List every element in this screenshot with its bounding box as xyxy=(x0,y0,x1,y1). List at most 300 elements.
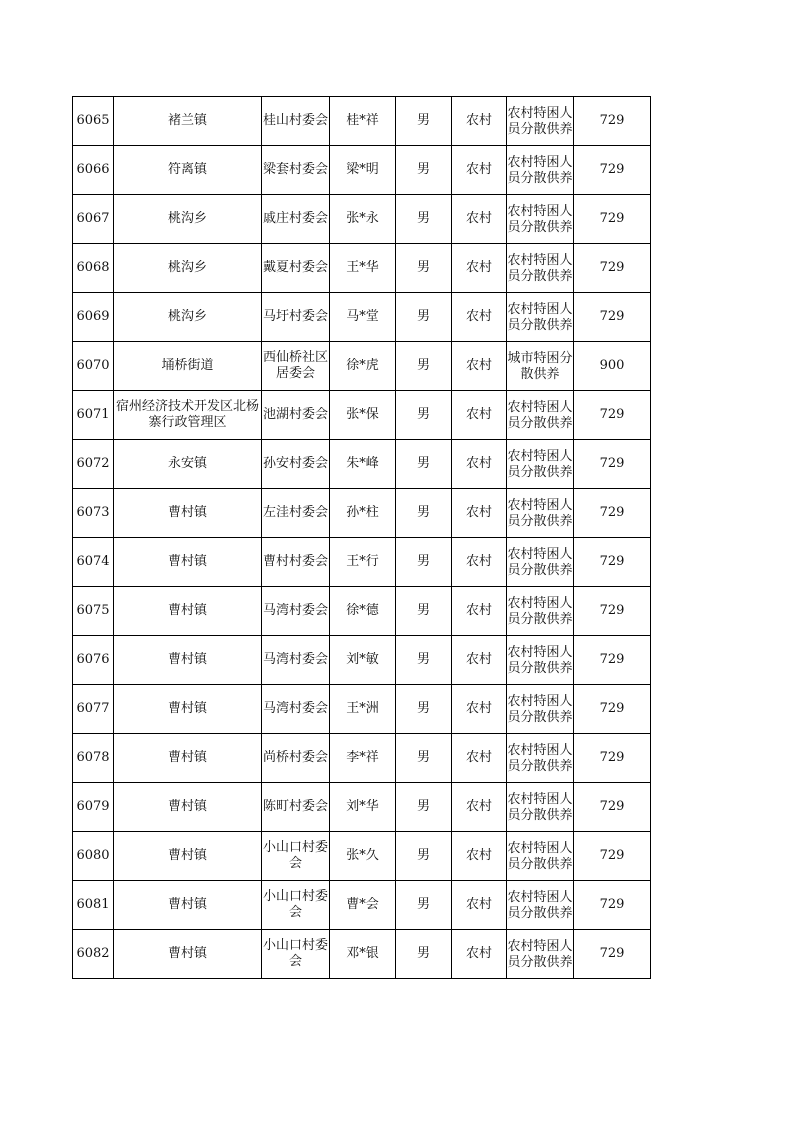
table-row xyxy=(73,685,651,734)
record-id-cell-text: 6065 xyxy=(76,113,110,128)
gender-cell-text: 男 xyxy=(416,162,430,177)
name-cell-text: 桂*祥 xyxy=(346,113,379,128)
table-row xyxy=(73,832,651,881)
table-row xyxy=(73,930,651,979)
district-cell-text: 桃沟乡 xyxy=(167,211,207,226)
area-cell-text: 农村 xyxy=(465,358,492,373)
village-committee-cell-text: 马湾村委会 xyxy=(262,603,328,618)
village-committee-cell xyxy=(262,293,330,342)
district-cell-text: 曹村镇 xyxy=(167,505,207,520)
support-type-cell xyxy=(507,391,574,440)
area-cell xyxy=(452,97,507,146)
record-id-cell-text: 6074 xyxy=(76,554,110,569)
table-row xyxy=(73,489,651,538)
table-row xyxy=(73,734,651,783)
district-cell xyxy=(114,293,262,342)
area-cell-text: 农村 xyxy=(465,505,492,520)
amount-cell xyxy=(574,881,651,930)
support-type-cell-text: 农村特困人员分散供养 xyxy=(507,644,573,676)
record-id-cell-text: 6082 xyxy=(76,946,110,961)
district-cell xyxy=(114,146,262,195)
support-type-cell xyxy=(507,489,574,538)
gender-cell-text: 男 xyxy=(416,603,430,618)
district-cell-text: 桃沟乡 xyxy=(167,260,207,275)
gender-cell xyxy=(396,440,452,489)
name-cell xyxy=(330,832,396,881)
area-cell-text: 农村 xyxy=(465,162,492,177)
record-id-cell-text: 6075 xyxy=(76,603,110,618)
name-cell-text: 孙*柱 xyxy=(346,505,379,520)
amount-cell xyxy=(574,783,651,832)
name-cell xyxy=(330,685,396,734)
record-id-cell-text: 6079 xyxy=(76,799,110,814)
record-id-cell xyxy=(73,97,114,146)
record-id-cell xyxy=(73,832,114,881)
table-row xyxy=(73,97,651,146)
record-id-cell xyxy=(73,342,114,391)
area-cell-text: 农村 xyxy=(465,701,492,716)
village-committee-cell-text: 戚庄村委会 xyxy=(262,211,328,226)
village-committee-cell-text: 西仙桥社区居委会 xyxy=(262,350,328,381)
table-row xyxy=(73,342,651,391)
record-id-cell-text: 6072 xyxy=(76,456,110,471)
relief-recipients-table xyxy=(72,96,651,979)
name-cell xyxy=(330,342,396,391)
name-cell-text: 徐*德 xyxy=(346,603,379,618)
gender-cell-text: 男 xyxy=(416,113,430,128)
support-type-cell xyxy=(507,734,574,783)
area-cell xyxy=(452,195,507,244)
amount-cell xyxy=(574,97,651,146)
area-cell-text: 农村 xyxy=(465,799,492,814)
amount-cell xyxy=(574,146,651,195)
support-type-cell xyxy=(507,783,574,832)
support-type-cell xyxy=(507,881,574,930)
amount-cell xyxy=(574,587,651,636)
district-cell xyxy=(114,881,262,930)
district-cell xyxy=(114,195,262,244)
area-cell xyxy=(452,440,507,489)
support-type-cell xyxy=(507,587,574,636)
gender-cell-text: 男 xyxy=(416,456,430,471)
amount-cell-text: 729 xyxy=(599,505,625,520)
gender-cell-text: 男 xyxy=(416,701,430,716)
amount-cell-text: 729 xyxy=(599,848,625,863)
table-row xyxy=(73,195,651,244)
village-committee-cell-text: 梁套村委会 xyxy=(262,162,328,177)
area-cell-text: 农村 xyxy=(465,603,492,618)
name-cell xyxy=(330,293,396,342)
district-cell-text: 褚兰镇 xyxy=(167,113,207,128)
gender-cell-text: 男 xyxy=(416,260,430,275)
gender-cell-text: 男 xyxy=(416,946,430,961)
amount-cell xyxy=(574,195,651,244)
gender-cell-text: 男 xyxy=(416,897,430,912)
gender-cell xyxy=(396,391,452,440)
amount-cell xyxy=(574,293,651,342)
area-cell-text: 农村 xyxy=(465,260,492,275)
district-cell-text: 桃沟乡 xyxy=(167,309,207,324)
amount-cell xyxy=(574,685,651,734)
name-cell-text: 曹*会 xyxy=(346,897,379,912)
area-cell xyxy=(452,783,507,832)
district-cell xyxy=(114,440,262,489)
village-committee-cell xyxy=(262,832,330,881)
village-committee-cell xyxy=(262,440,330,489)
support-type-cell-text: 农村特困人员分散供养 xyxy=(507,448,573,480)
amount-cell-text: 729 xyxy=(599,799,625,814)
name-cell xyxy=(330,636,396,685)
gender-cell-text: 男 xyxy=(416,652,430,667)
record-id-cell-text: 6067 xyxy=(76,211,110,226)
village-committee-cell-text: 陈町村委会 xyxy=(262,799,328,814)
name-cell-text: 张*永 xyxy=(346,211,379,226)
district-cell xyxy=(114,783,262,832)
village-committee-cell-text: 马圩村委会 xyxy=(262,309,328,324)
amount-cell xyxy=(574,734,651,783)
support-type-cell xyxy=(507,244,574,293)
district-cell xyxy=(114,97,262,146)
district-cell-text: 曹村镇 xyxy=(167,554,207,569)
record-id-cell xyxy=(73,538,114,587)
name-cell-text: 张*久 xyxy=(346,848,379,863)
district-cell-text: 埇桥街道 xyxy=(161,358,214,373)
village-committee-cell-text: 马湾村委会 xyxy=(262,652,328,667)
district-cell-text: 符离镇 xyxy=(167,162,207,177)
area-cell xyxy=(452,293,507,342)
amount-cell-text: 729 xyxy=(599,113,625,128)
gender-cell xyxy=(396,783,452,832)
gender-cell xyxy=(396,538,452,587)
name-cell xyxy=(330,881,396,930)
record-id-cell-text: 6080 xyxy=(76,848,110,863)
village-committee-cell xyxy=(262,685,330,734)
record-id-cell-text: 6081 xyxy=(76,897,110,912)
village-committee-cell xyxy=(262,587,330,636)
area-cell-text: 农村 xyxy=(465,456,492,471)
gender-cell-text: 男 xyxy=(416,799,430,814)
support-type-cell xyxy=(507,930,574,979)
support-type-cell-text: 农村特困人员分散供养 xyxy=(507,546,573,578)
table-row xyxy=(73,587,651,636)
area-cell-text: 农村 xyxy=(465,848,492,863)
area-cell xyxy=(452,881,507,930)
village-committee-cell xyxy=(262,244,330,293)
district-cell xyxy=(114,244,262,293)
gender-cell-text: 男 xyxy=(416,750,430,765)
name-cell xyxy=(330,146,396,195)
gender-cell-text: 男 xyxy=(416,407,430,422)
table-row xyxy=(73,783,651,832)
village-committee-cell-text: 池湖村委会 xyxy=(262,407,328,422)
amount-cell xyxy=(574,440,651,489)
support-type-cell xyxy=(507,342,574,391)
village-committee-cell xyxy=(262,489,330,538)
gender-cell-text: 男 xyxy=(416,309,430,324)
village-committee-cell xyxy=(262,636,330,685)
area-cell-text: 农村 xyxy=(465,652,492,667)
village-committee-cell xyxy=(262,391,330,440)
gender-cell xyxy=(396,734,452,783)
name-cell xyxy=(330,97,396,146)
name-cell-text: 王*洲 xyxy=(346,701,379,716)
area-cell-text: 农村 xyxy=(465,309,492,324)
support-type-cell xyxy=(507,440,574,489)
amount-cell-text: 729 xyxy=(599,603,625,618)
record-id-cell xyxy=(73,587,114,636)
amount-cell-text: 729 xyxy=(599,162,625,177)
district-cell-text: 曹村镇 xyxy=(167,603,207,618)
area-cell-text: 农村 xyxy=(465,946,492,961)
gender-cell-text: 男 xyxy=(416,554,430,569)
gender-cell xyxy=(396,587,452,636)
amount-cell-text: 729 xyxy=(599,211,625,226)
support-type-cell-text: 农村特困人员分散供养 xyxy=(507,595,573,627)
amount-cell-text: 729 xyxy=(599,554,625,569)
record-id-cell-text: 6070 xyxy=(76,358,110,373)
amount-cell-text: 729 xyxy=(599,456,625,471)
village-committee-cell xyxy=(262,146,330,195)
gender-cell xyxy=(396,832,452,881)
amount-cell xyxy=(574,391,651,440)
amount-cell-text: 729 xyxy=(599,407,625,422)
support-type-cell-text: 农村特困人员分散供养 xyxy=(507,840,573,872)
name-cell-text: 王*华 xyxy=(346,260,379,275)
name-cell xyxy=(330,391,396,440)
gender-cell xyxy=(396,244,452,293)
gender-cell xyxy=(396,685,452,734)
name-cell-text: 李*祥 xyxy=(346,750,379,765)
area-cell xyxy=(452,930,507,979)
amount-cell-text: 729 xyxy=(599,309,625,324)
name-cell-text: 邓*银 xyxy=(346,946,379,961)
district-cell xyxy=(114,587,262,636)
gender-cell xyxy=(396,930,452,979)
name-cell xyxy=(330,538,396,587)
support-type-cell-text: 城市特困分散供养 xyxy=(507,350,573,382)
record-id-cell xyxy=(73,881,114,930)
amount-cell xyxy=(574,244,651,293)
amount-cell-text: 729 xyxy=(599,750,625,765)
area-cell-text: 农村 xyxy=(465,113,492,128)
support-type-cell-text: 农村特困人员分散供养 xyxy=(507,301,573,333)
village-committee-cell xyxy=(262,783,330,832)
gender-cell xyxy=(396,881,452,930)
village-committee-cell-text: 戴夏村委会 xyxy=(262,260,328,275)
gender-cell xyxy=(396,97,452,146)
area-cell xyxy=(452,538,507,587)
record-id-cell-text: 6077 xyxy=(76,701,110,716)
district-cell xyxy=(114,832,262,881)
village-committee-cell xyxy=(262,195,330,244)
support-type-cell xyxy=(507,293,574,342)
amount-cell-text: 729 xyxy=(599,652,625,667)
name-cell xyxy=(330,930,396,979)
district-cell xyxy=(114,538,262,587)
district-cell xyxy=(114,342,262,391)
record-id-cell xyxy=(73,489,114,538)
record-id-cell xyxy=(73,930,114,979)
record-id-cell-text: 6066 xyxy=(76,162,110,177)
name-cell-text: 梁*明 xyxy=(346,162,379,177)
record-id-cell-text: 6076 xyxy=(76,652,110,667)
name-cell xyxy=(330,489,396,538)
amount-cell xyxy=(574,636,651,685)
support-type-cell xyxy=(507,538,574,587)
record-id-cell xyxy=(73,391,114,440)
district-cell-text: 曹村镇 xyxy=(167,946,207,961)
village-committee-cell xyxy=(262,930,330,979)
amount-cell xyxy=(574,538,651,587)
gender-cell-text: 男 xyxy=(416,848,430,863)
area-cell-text: 农村 xyxy=(465,211,492,226)
village-committee-cell xyxy=(262,97,330,146)
support-type-cell xyxy=(507,685,574,734)
support-type-cell xyxy=(507,636,574,685)
village-committee-cell-text: 小山口村委会 xyxy=(262,938,328,969)
record-id-cell-text: 6071 xyxy=(76,407,110,422)
district-cell-text: 曹村镇 xyxy=(167,652,207,667)
amount-cell-text: 900 xyxy=(599,358,625,373)
district-cell-text: 曹村镇 xyxy=(167,701,207,716)
record-id-cell xyxy=(73,244,114,293)
support-type-cell-text: 农村特困人员分散供养 xyxy=(507,889,573,921)
record-id-cell-text: 6068 xyxy=(76,260,110,275)
table-row xyxy=(73,538,651,587)
village-committee-cell xyxy=(262,734,330,783)
name-cell-text: 朱*峰 xyxy=(346,456,379,471)
table-row xyxy=(73,391,651,440)
district-cell-text: 曹村镇 xyxy=(167,750,207,765)
support-type-cell-text: 农村特困人员分散供养 xyxy=(507,497,573,529)
name-cell xyxy=(330,195,396,244)
name-cell-text: 张*保 xyxy=(346,407,379,422)
district-cell xyxy=(114,685,262,734)
area-cell xyxy=(452,391,507,440)
table-row xyxy=(73,881,651,930)
district-cell xyxy=(114,391,262,440)
name-cell xyxy=(330,783,396,832)
table-row xyxy=(73,293,651,342)
record-id-cell xyxy=(73,783,114,832)
name-cell xyxy=(330,587,396,636)
support-type-cell-text: 农村特困人员分散供养 xyxy=(507,791,573,823)
support-type-cell-text: 农村特困人员分散供养 xyxy=(507,742,573,774)
area-cell-text: 农村 xyxy=(465,407,492,422)
amount-cell-text: 729 xyxy=(599,701,625,716)
support-type-cell-text: 农村特困人员分散供养 xyxy=(507,693,573,725)
area-cell xyxy=(452,685,507,734)
district-cell-text: 曹村镇 xyxy=(167,897,207,912)
support-type-cell-text: 农村特困人员分散供养 xyxy=(507,399,573,431)
gender-cell-text: 男 xyxy=(416,358,430,373)
table-row xyxy=(73,244,651,293)
amount-cell xyxy=(574,489,651,538)
area-cell xyxy=(452,244,507,293)
area-cell-text: 农村 xyxy=(465,750,492,765)
amount-cell-text: 729 xyxy=(599,897,625,912)
amount-cell xyxy=(574,930,651,979)
table-row xyxy=(73,146,651,195)
gender-cell xyxy=(396,293,452,342)
area-cell xyxy=(452,734,507,783)
village-committee-cell-text: 小山口村委会 xyxy=(262,840,328,871)
support-type-cell-text: 农村特困人员分散供养 xyxy=(507,203,573,235)
support-type-cell xyxy=(507,97,574,146)
amount-cell-text: 729 xyxy=(599,260,625,275)
support-type-cell xyxy=(507,146,574,195)
district-cell xyxy=(114,930,262,979)
village-committee-cell-text: 小山口村委会 xyxy=(262,889,328,920)
area-cell xyxy=(452,636,507,685)
village-committee-cell xyxy=(262,881,330,930)
gender-cell-text: 男 xyxy=(416,505,430,520)
gender-cell xyxy=(396,195,452,244)
name-cell-text: 刘*敏 xyxy=(346,652,379,667)
record-id-cell xyxy=(73,636,114,685)
district-cell xyxy=(114,734,262,783)
record-id-cell-text: 6069 xyxy=(76,309,110,324)
district-cell xyxy=(114,489,262,538)
district-cell-text: 曹村镇 xyxy=(167,799,207,814)
record-id-cell xyxy=(73,685,114,734)
area-cell xyxy=(452,832,507,881)
name-cell-text: 马*堂 xyxy=(346,309,379,324)
table-row xyxy=(73,636,651,685)
support-type-cell xyxy=(507,195,574,244)
district-cell xyxy=(114,636,262,685)
record-id-cell xyxy=(73,440,114,489)
gender-cell xyxy=(396,636,452,685)
area-cell xyxy=(452,587,507,636)
name-cell xyxy=(330,244,396,293)
amount-cell xyxy=(574,832,651,881)
table-body xyxy=(73,97,651,979)
area-cell-text: 农村 xyxy=(465,897,492,912)
gender-cell xyxy=(396,146,452,195)
name-cell xyxy=(330,440,396,489)
gender-cell-text: 男 xyxy=(416,211,430,226)
village-committee-cell xyxy=(262,342,330,391)
support-type-cell-text: 农村特困人员分散供养 xyxy=(507,154,573,186)
amount-cell xyxy=(574,342,651,391)
district-cell-text: 永安镇 xyxy=(167,456,207,471)
record-id-cell-text: 6073 xyxy=(76,505,110,520)
support-type-cell-text: 农村特困人员分散供养 xyxy=(507,252,573,284)
record-id-cell xyxy=(73,146,114,195)
record-id-cell xyxy=(73,195,114,244)
support-type-cell-text: 农村特困人员分散供养 xyxy=(507,105,573,137)
district-cell-text: 曹村镇 xyxy=(167,848,207,863)
gender-cell xyxy=(396,342,452,391)
name-cell-text: 刘*华 xyxy=(346,799,379,814)
district-cell-text: 宿州经济技术开发区北杨寨行政管理区 xyxy=(115,399,259,430)
village-committee-cell xyxy=(262,538,330,587)
village-committee-cell-text: 桂山村委会 xyxy=(262,113,328,128)
record-id-cell-text: 6078 xyxy=(76,750,110,765)
village-committee-cell-text: 孙安村委会 xyxy=(262,456,328,471)
village-committee-cell-text: 尚桥村委会 xyxy=(262,750,328,765)
gender-cell xyxy=(396,489,452,538)
area-cell xyxy=(452,146,507,195)
amount-cell-text: 729 xyxy=(599,946,625,961)
support-type-cell xyxy=(507,832,574,881)
name-cell xyxy=(330,734,396,783)
village-committee-cell-text: 左洼村委会 xyxy=(262,505,328,520)
support-type-cell-text: 农村特困人员分散供养 xyxy=(507,938,573,970)
area-cell xyxy=(452,342,507,391)
table-row xyxy=(73,440,651,489)
